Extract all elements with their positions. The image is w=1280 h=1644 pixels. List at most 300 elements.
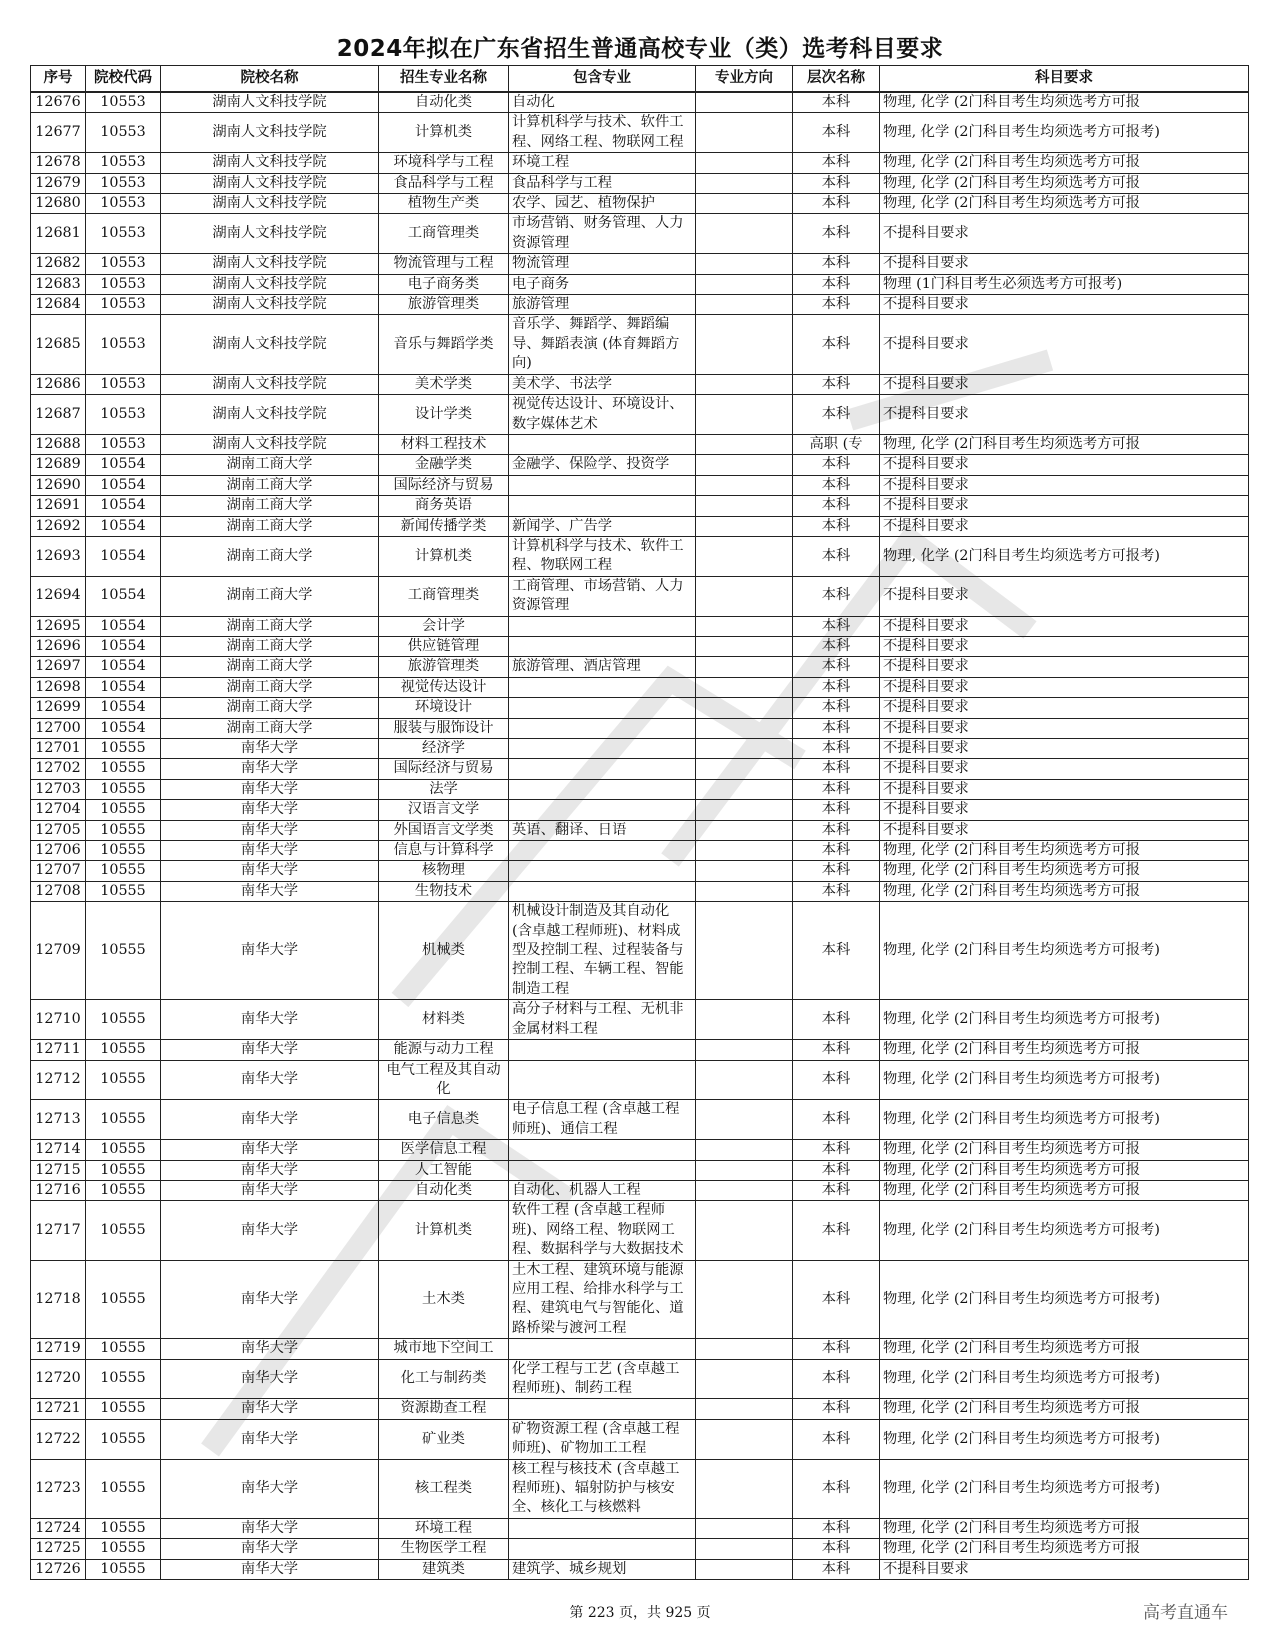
cell-code: 10555 [86, 1100, 161, 1140]
cell-school: 南华大学 [161, 779, 379, 799]
cell-seq: 12707 [31, 861, 86, 881]
cell-seq: 12698 [31, 677, 86, 697]
cell-code: 10555 [86, 1539, 161, 1559]
cell-major: 旅游管理类 [379, 657, 509, 677]
cell-level: 本科 [793, 779, 880, 799]
cell-code: 10555 [86, 1518, 161, 1538]
cell-school: 湖南工商大学 [161, 718, 379, 738]
cell-code: 10554 [86, 657, 161, 677]
requirements-table [30, 65, 1249, 1580]
cell-major: 生物技术 [379, 881, 509, 901]
cell-requirement: 不提科目要求 [880, 295, 1249, 315]
cell-requirement: 物理, 化学 (2门科目考生均须选考方可报 [880, 153, 1249, 173]
cell-includes: 计算机科学与技术、软件工程、物联网工程 [509, 536, 696, 576]
cell-requirement: 物理, 化学 (2门科目考生均须选考方可报 [880, 1518, 1249, 1538]
cell-level: 本科 [793, 295, 880, 315]
cell-code: 10553 [86, 194, 161, 214]
table-row [31, 1339, 1249, 1359]
table-row [31, 1419, 1249, 1459]
cell-direction [696, 881, 793, 901]
cell-major: 新闻传播学类 [379, 516, 509, 536]
cell-requirement: 不提科目要求 [880, 214, 1249, 254]
cell-requirement: 物理, 化学 (2门科目考生均须选考方可报 [880, 1539, 1249, 1559]
cell-school: 南华大学 [161, 1559, 379, 1579]
cell-seq: 12693 [31, 536, 86, 576]
table-row [31, 455, 1249, 475]
cell-seq: 12714 [31, 1140, 86, 1160]
cell-seq: 12718 [31, 1260, 86, 1339]
cell-direction [696, 779, 793, 799]
cell-school: 湖南人文科技学院 [161, 274, 379, 294]
cell-major: 环境科学与工程 [379, 153, 509, 173]
cell-school: 南华大学 [161, 1539, 379, 1559]
cell-requirement: 物理, 化学 (2门科目考生均须选考方可报 [880, 1339, 1249, 1359]
header-requirement: 科目要求 [880, 66, 1249, 93]
cell-code: 10555 [86, 1201, 161, 1260]
cell-level: 本科 [793, 173, 880, 193]
page-footer: 第 223 页，共 925 页 [569, 1605, 711, 1621]
cell-seq: 12680 [31, 194, 86, 214]
cell-seq: 12697 [31, 657, 86, 677]
cell-school: 南华大学 [161, 820, 379, 840]
cell-code: 10555 [86, 800, 161, 820]
cell-code: 10554 [86, 455, 161, 475]
cell-level: 本科 [793, 455, 880, 475]
cell-direction [696, 718, 793, 738]
cell-includes: 旅游管理、酒店管理 [509, 657, 696, 677]
cell-includes: 自动化、机器人工程 [509, 1180, 696, 1200]
cell-code: 10555 [86, 1260, 161, 1339]
cell-includes: 英语、翻译、日语 [509, 820, 696, 840]
cell-major: 医学信息工程 [379, 1140, 509, 1160]
requirements-table-wrap [30, 65, 1248, 1580]
cell-school: 湖南工商大学 [161, 496, 379, 516]
cell-school: 南华大学 [161, 1459, 379, 1518]
cell-includes [509, 1539, 696, 1559]
cell-includes: 计算机科学与技术、软件工程、网络工程、物联网工程 [509, 113, 696, 153]
header-includes: 包含专业 [509, 66, 696, 93]
cell-code: 10554 [86, 698, 161, 718]
cell-code: 10555 [86, 1399, 161, 1419]
cell-major: 汉语言文学 [379, 800, 509, 820]
cell-code: 10553 [86, 315, 161, 374]
cell-seq: 12686 [31, 374, 86, 394]
cell-level: 本科 [793, 636, 880, 656]
table-row [31, 315, 1249, 374]
cell-major: 自动化类 [379, 1180, 509, 1200]
cell-major: 商务英语 [379, 496, 509, 516]
table-row [31, 496, 1249, 516]
cell-level: 本科 [793, 315, 880, 374]
cell-includes [509, 475, 696, 495]
cell-code: 10553 [86, 395, 161, 435]
table-row [31, 1539, 1249, 1559]
table-row [31, 1459, 1249, 1518]
cell-includes [509, 718, 696, 738]
cell-seq: 12717 [31, 1201, 86, 1260]
cell-includes: 工商管理、市场营销、人力资源管理 [509, 576, 696, 616]
cell-seq: 12689 [31, 455, 86, 475]
cell-school: 湖南工商大学 [161, 616, 379, 636]
cell-code: 10555 [86, 1160, 161, 1180]
cell-requirement: 物理 (1门科目考生必须选考方可报考) [880, 274, 1249, 294]
cell-direction [696, 1160, 793, 1180]
cell-major: 金融学类 [379, 455, 509, 475]
cell-includes [509, 1040, 696, 1060]
cell-level: 本科 [793, 194, 880, 214]
table-row [31, 779, 1249, 799]
cell-level: 本科 [793, 374, 880, 394]
cell-major: 计算机类 [379, 1201, 509, 1260]
cell-major: 建筑类 [379, 1559, 509, 1579]
table-row [31, 1518, 1249, 1538]
table-row [31, 113, 1249, 153]
cell-code: 10555 [86, 759, 161, 779]
cell-code: 10555 [86, 820, 161, 840]
cell-direction [696, 496, 793, 516]
cell-school: 南华大学 [161, 800, 379, 820]
cell-school: 南华大学 [161, 1040, 379, 1060]
cell-direction [696, 1459, 793, 1518]
table-row [31, 718, 1249, 738]
cell-requirement: 物理, 化学 (2门科目考生均须选考方可报考) [880, 536, 1249, 576]
cell-level: 本科 [793, 698, 880, 718]
cell-level: 本科 [793, 1359, 880, 1399]
table-row [31, 881, 1249, 901]
cell-direction [696, 1539, 793, 1559]
cell-seq: 12676 [31, 92, 86, 113]
table-row [31, 800, 1249, 820]
cell-major: 物流管理与工程 [379, 254, 509, 274]
cell-major: 自动化类 [379, 92, 509, 113]
cell-school: 南华大学 [161, 1160, 379, 1180]
header-direction: 专业方向 [696, 66, 793, 93]
cell-requirement: 不提科目要求 [880, 657, 1249, 677]
cell-seq: 12711 [31, 1040, 86, 1060]
cell-direction [696, 698, 793, 718]
cell-requirement: 物理, 化学 (2门科目考生均须选考方可报考) [880, 1201, 1249, 1260]
table-row [31, 1180, 1249, 1200]
cell-school: 湖南人文科技学院 [161, 214, 379, 254]
cell-school: 湖南人文科技学院 [161, 194, 379, 214]
table-row [31, 841, 1249, 861]
cell-school: 湖南工商大学 [161, 576, 379, 616]
cell-major: 信息与计算科学 [379, 841, 509, 861]
cell-requirement: 不提科目要求 [880, 636, 1249, 656]
header-seq: 序号 [31, 66, 86, 93]
cell-includes: 环境工程 [509, 153, 696, 173]
cell-direction [696, 1559, 793, 1579]
cell-seq: 12687 [31, 395, 86, 435]
cell-level: 本科 [793, 516, 880, 536]
cell-includes [509, 800, 696, 820]
cell-requirement: 不提科目要求 [880, 779, 1249, 799]
cell-level: 本科 [793, 1459, 880, 1518]
cell-requirement: 不提科目要求 [880, 677, 1249, 697]
cell-major: 机械类 [379, 902, 509, 1000]
cell-requirement: 不提科目要求 [880, 475, 1249, 495]
cell-requirement: 物理, 化学 (2门科目考生均须选考方可报 [880, 434, 1249, 454]
cell-includes: 矿物资源工程 (含卓越工程师班)、矿物加工工程 [509, 1419, 696, 1459]
cell-seq: 12703 [31, 779, 86, 799]
cell-school: 南华大学 [161, 1260, 379, 1339]
cell-seq: 12719 [31, 1339, 86, 1359]
cell-direction [696, 254, 793, 274]
cell-seq: 12688 [31, 434, 86, 454]
cell-direction [696, 1060, 793, 1100]
cell-level: 本科 [793, 274, 880, 294]
cell-school: 南华大学 [161, 1399, 379, 1419]
cell-code: 10555 [86, 902, 161, 1000]
cell-major: 材料类 [379, 1000, 509, 1040]
cell-requirement: 物理, 化学 (2门科目考生均须选考方可报 [880, 173, 1249, 193]
cell-includes: 电子信息工程 (含卓越工程师班)、通信工程 [509, 1100, 696, 1140]
table-row [31, 677, 1249, 697]
cell-school: 湖南人文科技学院 [161, 92, 379, 113]
table-row [31, 92, 1249, 113]
cell-direction [696, 739, 793, 759]
cell-direction [696, 576, 793, 616]
cell-includes [509, 759, 696, 779]
cell-school: 湖南人文科技学院 [161, 295, 379, 315]
cell-level: 本科 [793, 1180, 880, 1200]
cell-seq: 12706 [31, 841, 86, 861]
cell-major: 音乐与舞蹈学类 [379, 315, 509, 374]
cell-major: 国际经济与贸易 [379, 759, 509, 779]
cell-code: 10555 [86, 1000, 161, 1040]
cell-includes [509, 779, 696, 799]
cell-direction [696, 434, 793, 454]
cell-school: 南华大学 [161, 1518, 379, 1538]
cell-major: 环境工程 [379, 1518, 509, 1538]
cell-direction [696, 1140, 793, 1160]
cell-direction [696, 1040, 793, 1060]
cell-school: 湖南工商大学 [161, 455, 379, 475]
cell-code: 10555 [86, 779, 161, 799]
cell-level: 本科 [793, 861, 880, 881]
cell-seq: 12726 [31, 1559, 86, 1579]
cell-level: 本科 [793, 214, 880, 254]
cell-code: 10553 [86, 214, 161, 254]
cell-level: 本科 [793, 841, 880, 861]
cell-requirement: 不提科目要求 [880, 374, 1249, 394]
cell-major: 城市地下空间工 [379, 1339, 509, 1359]
cell-requirement: 物理, 化学 (2门科目考生均须选考方可报考) [880, 1260, 1249, 1339]
cell-requirement: 不提科目要求 [880, 395, 1249, 435]
cell-requirement: 物理, 化学 (2门科目考生均须选考方可报考) [880, 1100, 1249, 1140]
cell-includes: 土木工程、建筑环境与能源应用工程、给排水科学与工程、建筑电气与智能化、道路桥梁与渡河工程 [509, 1260, 696, 1339]
cell-includes [509, 1339, 696, 1359]
cell-code: 10554 [86, 718, 161, 738]
cell-level: 本科 [793, 1201, 880, 1260]
cell-requirement: 不提科目要求 [880, 739, 1249, 759]
cell-requirement: 不提科目要求 [880, 1559, 1249, 1579]
cell-code: 10553 [86, 254, 161, 274]
cell-code: 10553 [86, 92, 161, 113]
cell-level: 本科 [793, 902, 880, 1000]
cell-level: 本科 [793, 616, 880, 636]
cell-includes: 视觉传达设计、环境设计、数字媒体艺术 [509, 395, 696, 435]
cell-direction [696, 1201, 793, 1260]
table-row [31, 759, 1249, 779]
table-row [31, 374, 1249, 394]
cell-seq: 12695 [31, 616, 86, 636]
cell-level: 本科 [793, 677, 880, 697]
cell-direction [696, 636, 793, 656]
cell-direction [696, 374, 793, 394]
cell-includes [509, 1060, 696, 1100]
cell-requirement: 不提科目要求 [880, 254, 1249, 274]
cell-level: 本科 [793, 739, 880, 759]
cell-seq: 12690 [31, 475, 86, 495]
cell-major: 植物生产类 [379, 194, 509, 214]
cell-requirement: 不提科目要求 [880, 800, 1249, 820]
cell-level: 本科 [793, 153, 880, 173]
cell-includes: 农学、园艺、植物保护 [509, 194, 696, 214]
cell-requirement: 物理, 化学 (2门科目考生均须选考方可报考) [880, 1060, 1249, 1100]
cell-level: 本科 [793, 113, 880, 153]
cell-school: 南华大学 [161, 1359, 379, 1399]
cell-direction [696, 677, 793, 697]
cell-level: 本科 [793, 820, 880, 840]
table-row [31, 1359, 1249, 1399]
cell-seq: 12696 [31, 636, 86, 656]
cell-code: 10555 [86, 841, 161, 861]
cell-seq: 12723 [31, 1459, 86, 1518]
cell-code: 10555 [86, 1339, 161, 1359]
cell-requirement: 物理, 化学 (2门科目考生均须选考方可报 [880, 92, 1249, 113]
cell-seq: 12705 [31, 820, 86, 840]
cell-direction [696, 536, 793, 576]
cell-requirement: 不提科目要求 [880, 516, 1249, 536]
cell-school: 南华大学 [161, 1180, 379, 1200]
cell-seq: 12677 [31, 113, 86, 153]
cell-includes: 自动化 [509, 92, 696, 113]
cell-level: 本科 [793, 1539, 880, 1559]
cell-requirement: 物理, 化学 (2门科目考生均须选考方可报 [880, 841, 1249, 861]
table-row [31, 616, 1249, 636]
cell-major: 视觉传达设计 [379, 677, 509, 697]
table-row [31, 153, 1249, 173]
cell-requirement: 物理, 化学 (2门科目考生均须选考方可报考) [880, 1000, 1249, 1040]
cell-direction [696, 274, 793, 294]
cell-includes: 市场营销、财务管理、人力资源管理 [509, 214, 696, 254]
table-row [31, 395, 1249, 435]
cell-direction [696, 153, 793, 173]
cell-seq: 12684 [31, 295, 86, 315]
cell-school: 湖南工商大学 [161, 536, 379, 576]
cell-includes [509, 636, 696, 656]
cell-requirement: 物理, 化学 (2门科目考生均须选考方可报 [880, 1040, 1249, 1060]
cell-requirement: 不提科目要求 [880, 718, 1249, 738]
table-row [31, 1060, 1249, 1100]
cell-requirement: 物理, 化学 (2门科目考生均须选考方可报考) [880, 902, 1249, 1000]
cell-includes [509, 841, 696, 861]
table-row [31, 254, 1249, 274]
cell-level: 高职 (专 [793, 434, 880, 454]
cell-seq: 12715 [31, 1160, 86, 1180]
cell-direction [696, 92, 793, 113]
cell-major: 电子信息类 [379, 1100, 509, 1140]
cell-school: 湖南工商大学 [161, 698, 379, 718]
cell-level: 本科 [793, 395, 880, 435]
cell-includes [509, 861, 696, 881]
cell-major: 电气工程及其自动化 [379, 1060, 509, 1100]
cell-direction [696, 1000, 793, 1040]
cell-seq: 12712 [31, 1060, 86, 1100]
table-row [31, 173, 1249, 193]
table-row [31, 861, 1249, 881]
cell-major: 计算机类 [379, 113, 509, 153]
cell-direction [696, 759, 793, 779]
cell-requirement: 物理, 化学 (2门科目考生均须选考方可报 [880, 1160, 1249, 1180]
cell-level: 本科 [793, 1160, 880, 1180]
cell-requirement: 物理, 化学 (2门科目考生均须选考方可报 [880, 1140, 1249, 1160]
cell-includes: 机械设计制造及其自动化 (含卓越工程师班)、材料成型及控制工程、过程装备与控制工程、车辆工程、智能制造工程 [509, 902, 696, 1000]
table-row [31, 1040, 1249, 1060]
cell-code: 10555 [86, 1060, 161, 1100]
cell-school: 南华大学 [161, 1419, 379, 1459]
cell-seq: 12683 [31, 274, 86, 294]
table-row [31, 214, 1249, 254]
table-row [31, 1100, 1249, 1140]
cell-school: 湖南人文科技学院 [161, 173, 379, 193]
cell-direction [696, 194, 793, 214]
cell-includes [509, 496, 696, 516]
cell-school: 湖南工商大学 [161, 657, 379, 677]
cell-requirement: 物理, 化学 (2门科目考生均须选考方可报 [880, 1180, 1249, 1200]
cell-code: 10554 [86, 677, 161, 697]
cell-direction [696, 455, 793, 475]
cell-requirement: 物理, 化学 (2门科目考生均须选考方可报考) [880, 113, 1249, 153]
cell-school: 湖南工商大学 [161, 516, 379, 536]
cell-code: 10555 [86, 739, 161, 759]
cell-major: 核物理 [379, 861, 509, 881]
cell-direction [696, 820, 793, 840]
cell-seq: 12682 [31, 254, 86, 274]
cell-seq: 12704 [31, 800, 86, 820]
cell-level: 本科 [793, 1060, 880, 1100]
cell-school: 湖南人文科技学院 [161, 315, 379, 374]
cell-includes [509, 1140, 696, 1160]
cell-major: 资源勘查工程 [379, 1399, 509, 1419]
cell-seq: 12721 [31, 1399, 86, 1419]
cell-includes: 核工程与核技术 (含卓越工程师班)、辐射防护与核安全、核化工与核燃料 [509, 1459, 696, 1518]
table-row [31, 516, 1249, 536]
cell-requirement: 物理, 化学 (2门科目考生均须选考方可报考) [880, 1419, 1249, 1459]
cell-school: 湖南人文科技学院 [161, 254, 379, 274]
cell-major: 食品科学与工程 [379, 173, 509, 193]
cell-level: 本科 [793, 475, 880, 495]
cell-school: 南华大学 [161, 1140, 379, 1160]
table-row [31, 475, 1249, 495]
cell-code: 10553 [86, 295, 161, 315]
table-row [31, 274, 1249, 294]
cell-level: 本科 [793, 536, 880, 576]
cell-level: 本科 [793, 92, 880, 113]
cell-major: 经济学 [379, 739, 509, 759]
cell-code: 10554 [86, 636, 161, 656]
cell-includes [509, 434, 696, 454]
cell-requirement: 物理, 化学 (2门科目考生均须选考方可报 [880, 861, 1249, 881]
cell-direction [696, 295, 793, 315]
cell-includes: 新闻学、广告学 [509, 516, 696, 536]
cell-school: 南华大学 [161, 1060, 379, 1100]
cell-direction [696, 1359, 793, 1399]
cell-level: 本科 [793, 1140, 880, 1160]
cell-code: 10555 [86, 881, 161, 901]
cell-code: 10553 [86, 274, 161, 294]
